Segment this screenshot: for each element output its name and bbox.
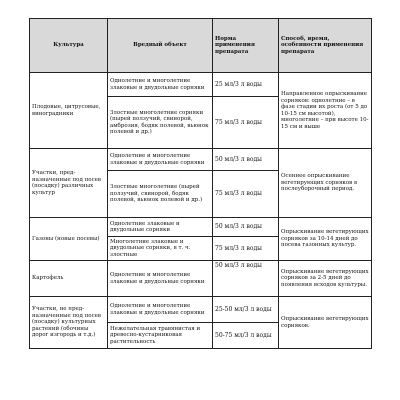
header-culture: Культура [30,19,108,73]
cell-target: Нежелательная травянистая и древесно-кустарниковая растительность [108,323,213,349]
cell-target: Многолетние злаковые и двудольные сорняки, в т. ч. злостные [108,237,213,261]
cell-rate: 75 мл/3 л воды [213,171,279,218]
herbicide-table-container [29,18,371,382]
header-method: Способ, время, особенности применения препарата [279,19,372,73]
cell-target: Злостные многолетние (пырей ползучий, свинорой, бодяк полевой, вьюнок полевой и др.) [108,171,213,218]
cell-culture-nonag: Участки, не пред-назначенные под посев (посадку) культурных растений (обочины дорог изгородь и т.д.) [30,297,108,349]
cell-rate: 25 мл/3 л воды [213,73,279,97]
cell-rate: 75 мл/3 л воды [213,97,279,149]
cell-method-nonag: Опрыскивание вегетирующих сорняков. [279,297,372,349]
cell-target: Однолетние злаковые и двудольные сорняки [108,218,213,237]
cell-rate: 50 мл/3 л воды [213,261,279,297]
table-row [30,218,372,237]
cell-rate: 50 мл/3 л воды [213,218,279,237]
cell-method-lawns: Опрыскивание вегетирующих сорняков за 10-14 дней до посева газонных культур. [279,218,372,261]
cell-target: Однолетние и многолетние злаковые и двудольные сорняки [108,73,213,97]
cell-culture-potato: Картофель [30,261,108,297]
cell-method-sowing: Осеннее опрыскивание вегетирующих сорняков в послеуборочный период. [279,149,372,218]
table-row [30,261,372,297]
cell-method-potato: Опрыскивание вегетирующих сорняков за 2-5 дней до появления всходов культуры. [279,261,372,297]
cell-rate: 50 мл/3 л воды [213,149,279,171]
cell-culture-lawns: Газоны (новые посевы) [30,218,108,261]
cell-target: Однолетние и многолетние злаковые и двудольные сорняки [108,149,213,171]
table-header-row [30,19,372,73]
cell-method-orchards: Направленное опрыскивание сорняков: однолетние – в фазе стадии их роста (от 5 до 10-15 см высотой), многолетние – при высоте 10-15 см и выше [279,73,372,149]
table-row [30,297,372,323]
cell-target: Злостные многолетние сорняки (пырей ползучий, свинорой, амброзия, бодяк полевой, вьюнок полевой и др.) [108,97,213,149]
cell-culture-orchards: Плодовые, цитрусовые, виноградники [30,73,108,149]
herbicide-application-table [29,18,372,349]
cell-rate: 50-75 мл/3 л воды [213,323,279,349]
table-row [30,149,372,171]
header-rate: Норма применения препарата [213,19,279,73]
cell-culture-sowing: Участки, пред-назначенные под посев (посадку) различных культур [30,149,108,218]
table-row [30,73,372,97]
cell-target: Однолетние и многолетние злаковые и двудольные сорняки [108,261,213,297]
header-target: Вредный объект [108,19,213,73]
cell-target: Однолетние и многолетние злаковые и двудольные сорняки [108,297,213,323]
cell-rate: 75 мл/3 л воды [213,237,279,261]
cell-rate: 25-50 мл/3 л воды [213,297,279,323]
